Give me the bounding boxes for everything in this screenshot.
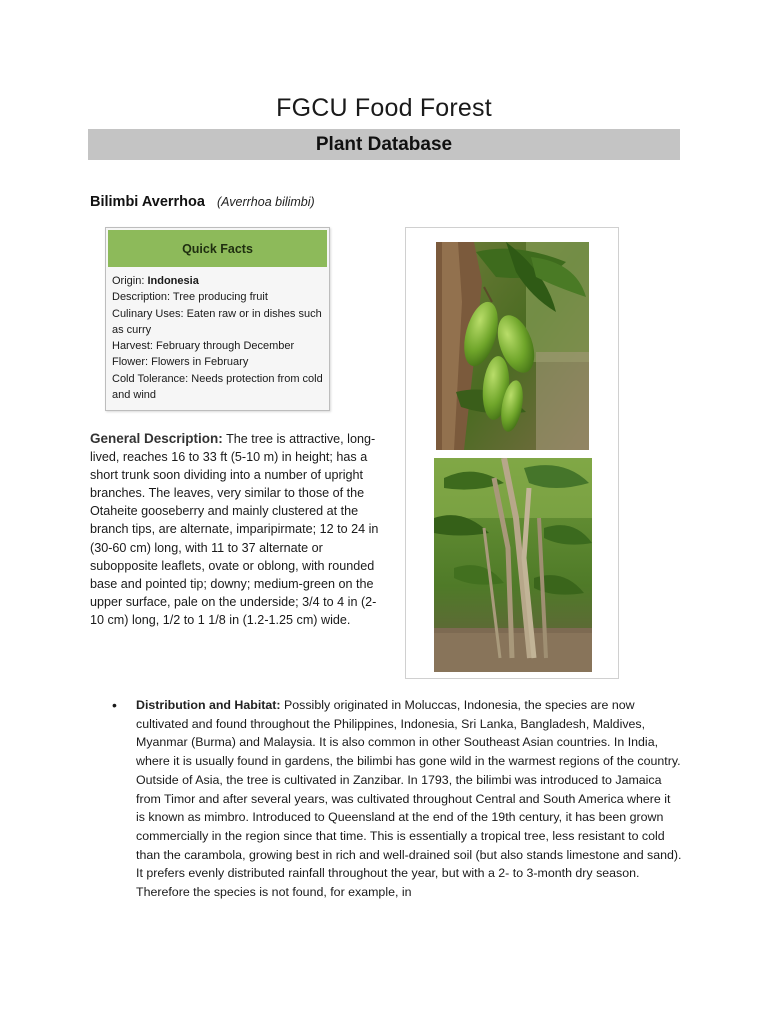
fact-harvest: Harvest: February through December	[112, 340, 295, 353]
general-description-text: The tree is attractive, long-lived, reaches 16 to 33 ft (5-10 m) in height; has a short trunk soon dividing into a number of upright branches. The leaves, very similar to those of the Otaheite gooseberry and mainly clustered at the branch tips, are alternate, imparipirmate; 12 to 24 in (30-60 cm) long, with 11 to 37 alternate or subopposite leaflets, ovate or oblong, with rounded base and pointed tip; downy; medium-green on the upper surface, pale on the underside; 3/4 to 4 in (2-10 cm) long, 1/2 to 1 1/8 in (1.2-1.25 cm) wide.	[90, 432, 379, 627]
bullet-marker: •	[112, 697, 117, 713]
fact-culinary: Culinary Uses: Eaten raw or in dishes such as curry	[112, 307, 322, 336]
fact-origin-label: Origin:	[112, 275, 145, 287]
bilimbi-fruit-photo	[436, 242, 589, 450]
general-description	[90, 430, 380, 629]
photo-panel	[405, 227, 619, 679]
distribution-label: Distribution and Habitat:	[136, 698, 281, 712]
fact-origin	[112, 273, 323, 289]
banner-label: Plant Database	[315, 133, 453, 155]
fact-cold-tolerance: Cold Tolerance: Needs protection from cold and wind	[112, 372, 323, 402]
plant-heading	[90, 194, 315, 210]
plant-scientific-name: (Averrhoa bilimbi)	[216, 195, 315, 209]
general-description-label: General Description:	[90, 431, 223, 446]
distribution-paragraph	[136, 696, 682, 902]
quick-facts-heading: Quick Facts	[108, 230, 327, 267]
page-title: FGCU Food Forest	[276, 94, 492, 122]
quick-facts-body	[106, 267, 329, 403]
quick-facts-box	[105, 227, 330, 411]
tree-photo-illustration	[434, 458, 592, 672]
section-banner	[88, 129, 680, 160]
distribution-habitat	[112, 696, 682, 902]
fact-description: Description: Tree producing fruit	[112, 291, 268, 304]
fact-flower: Flower: Flowers in February	[112, 356, 249, 369]
fruit-photo-illustration	[436, 242, 589, 450]
bilimbi-tree-photo	[434, 458, 592, 672]
plant-common-name: Bilimbi Averrhoa	[90, 194, 205, 210]
fact-origin-value: Indonesia	[147, 275, 199, 287]
distribution-text: Possibly originated in Moluccas, Indonesia, the species are now cultivated and found throughout the Philippines, Indonesia, Sri Lanka, Bangladesh, Maldives, Myanmar (Burma) and Malaysia. It is also common in other Southeast Asian countries. In India, where it is usually found in gardens, the bilimbi has gone wild in the warmest regions of the country. Outside of Asia, the tree is cultivated in Zanzibar. In 1793, the bilimbi was introduced to Jamaica from Timor and after several years, was cultivated throughout Central and South America where it is known as mimbro. Introduced to Queensland at the end of the 19th century, it has been grown commercially in the region since that time. This is essentially a tropical tree, less resistant to cold than the carambola, growing best in rich and well-drained soil (but also stands limestone and sand). It prefers evenly distributed rainfall throughout the year, but with a 2- to 3-month dry season. Therefore the species is not found, for example, in	[136, 698, 682, 900]
